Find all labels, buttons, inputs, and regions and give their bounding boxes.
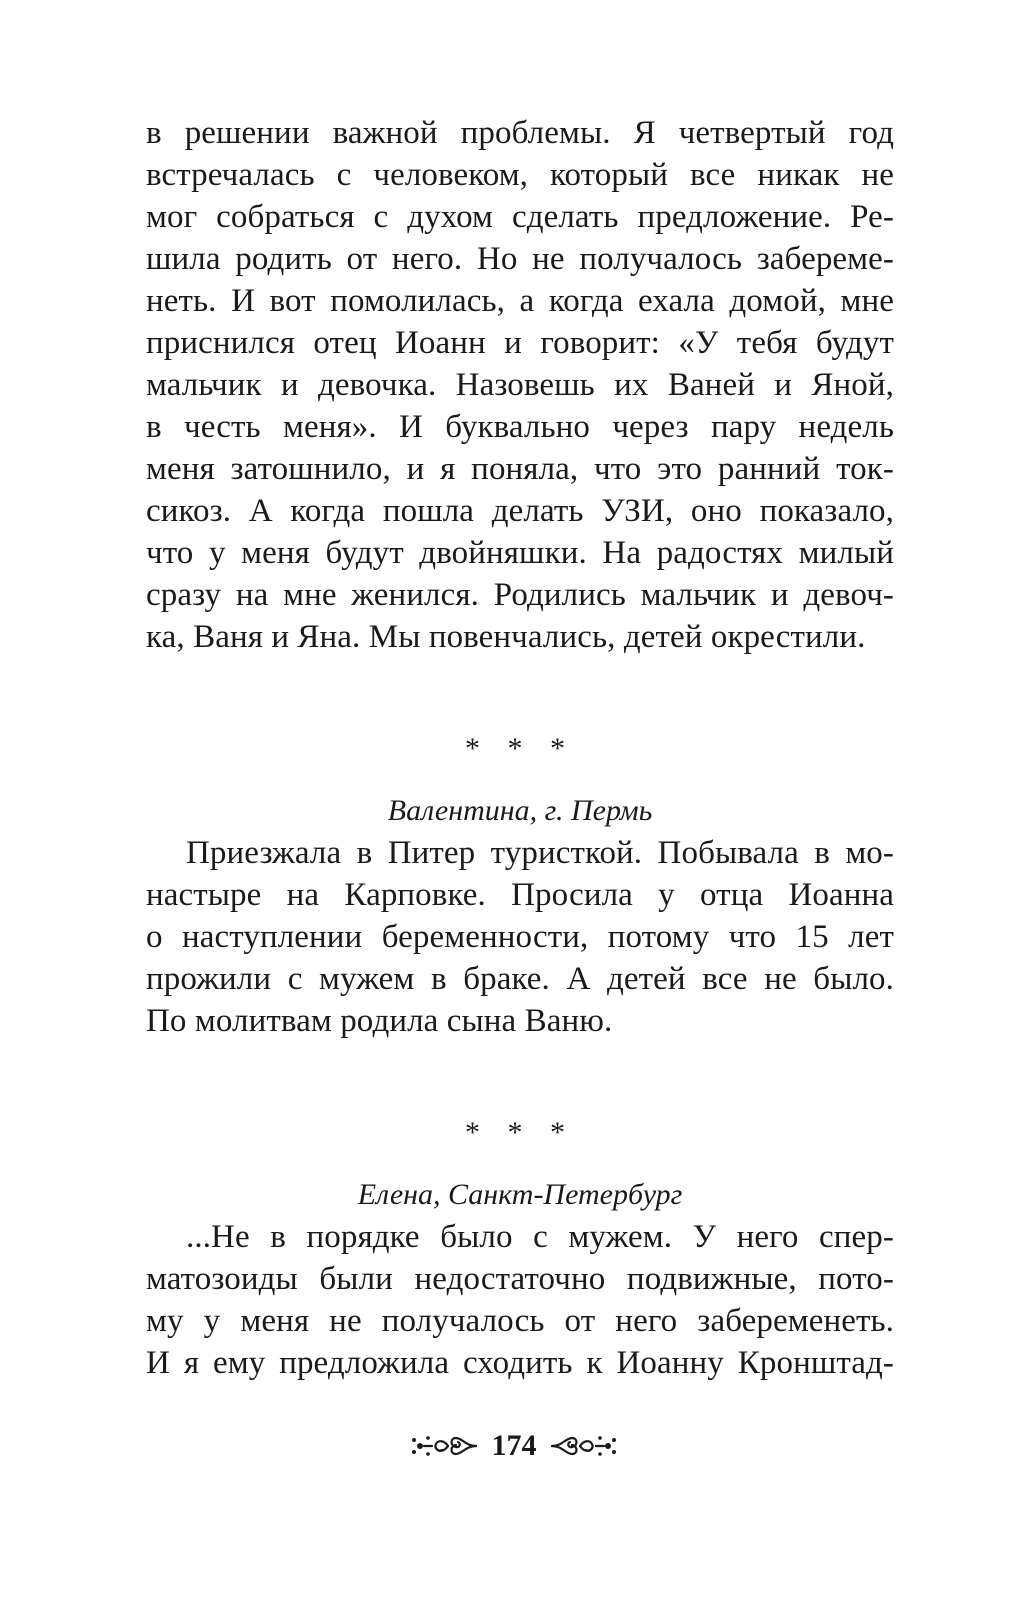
section-separator: * * * [465,732,575,765]
text-line: о наступлении беременности, потому что 15 лет [146,919,894,955]
text-line: в решении важной проблемы. Я четвертый год [146,115,894,151]
text-line: матозоиды были недостаточно подвижные, пото- [146,1261,894,1297]
text-line: Приезжала в Питер туристкой. Побывала в мо- [186,835,894,871]
section-separator: * * * [465,1116,575,1149]
text-line: По молитвам родила сына Ваню. [146,1003,613,1039]
text-line: мальчик и девочка. Назовешь их Ваней и Яной, [146,367,894,403]
text-line: И я ему предложила сходить к Иоанну Кронштад- [146,1345,894,1381]
story-elena [146,1174,894,1384]
text-line: мог собраться с духом сделать предложение. Ре- [146,199,894,235]
text-line: ...Не в порядке было с мужем. У него спер- [186,1219,894,1255]
text-line: настыре на Карповке. Просила у отца Иоанна [146,877,894,913]
story-valentina [146,790,894,1042]
text-line: встречалась с человеком, который все никак не [146,157,894,193]
text-line: шила родить от него. Но не получалось забереме- [146,241,894,277]
text-line: что у меня будут двойняшки. На радостях милый [146,535,894,571]
text-line: прожили с мужем в браке. А детей все не было. [146,961,894,997]
text-line: му у меня не получалось от него забеременеть. [146,1303,894,1339]
page-number: 174 [491,1429,537,1463]
page-footer [0,1424,1028,1466]
flourish-ornament-icon [550,1426,618,1466]
text-line: меня затошнило, и я поняла, что это ранний ток- [146,451,894,487]
text-line: ка, Ваня и Яна. Мы повенчались, детей окрестили. [146,619,866,655]
text-line: неть. И вот помолилась, а когда ехала домой, мне [146,283,894,319]
text-line: приснился отец Иоанн и говорит: «У тебя будут [146,325,894,361]
text-line: в честь меня». И буквально через пару недель [146,409,894,445]
text-line: сикоз. А когда пошла делать УЗИ, оно показало, [146,493,894,529]
paragraph-continued [146,112,894,658]
flourish-ornament-icon [410,1426,478,1466]
page-body [146,112,894,1384]
text-line: сразу на мне женился. Родились мальчик и девоч- [146,577,894,613]
story-author: Валентина, г. Пермь [387,794,653,827]
story-author: Елена, Санкт-Петербург [357,1178,683,1211]
